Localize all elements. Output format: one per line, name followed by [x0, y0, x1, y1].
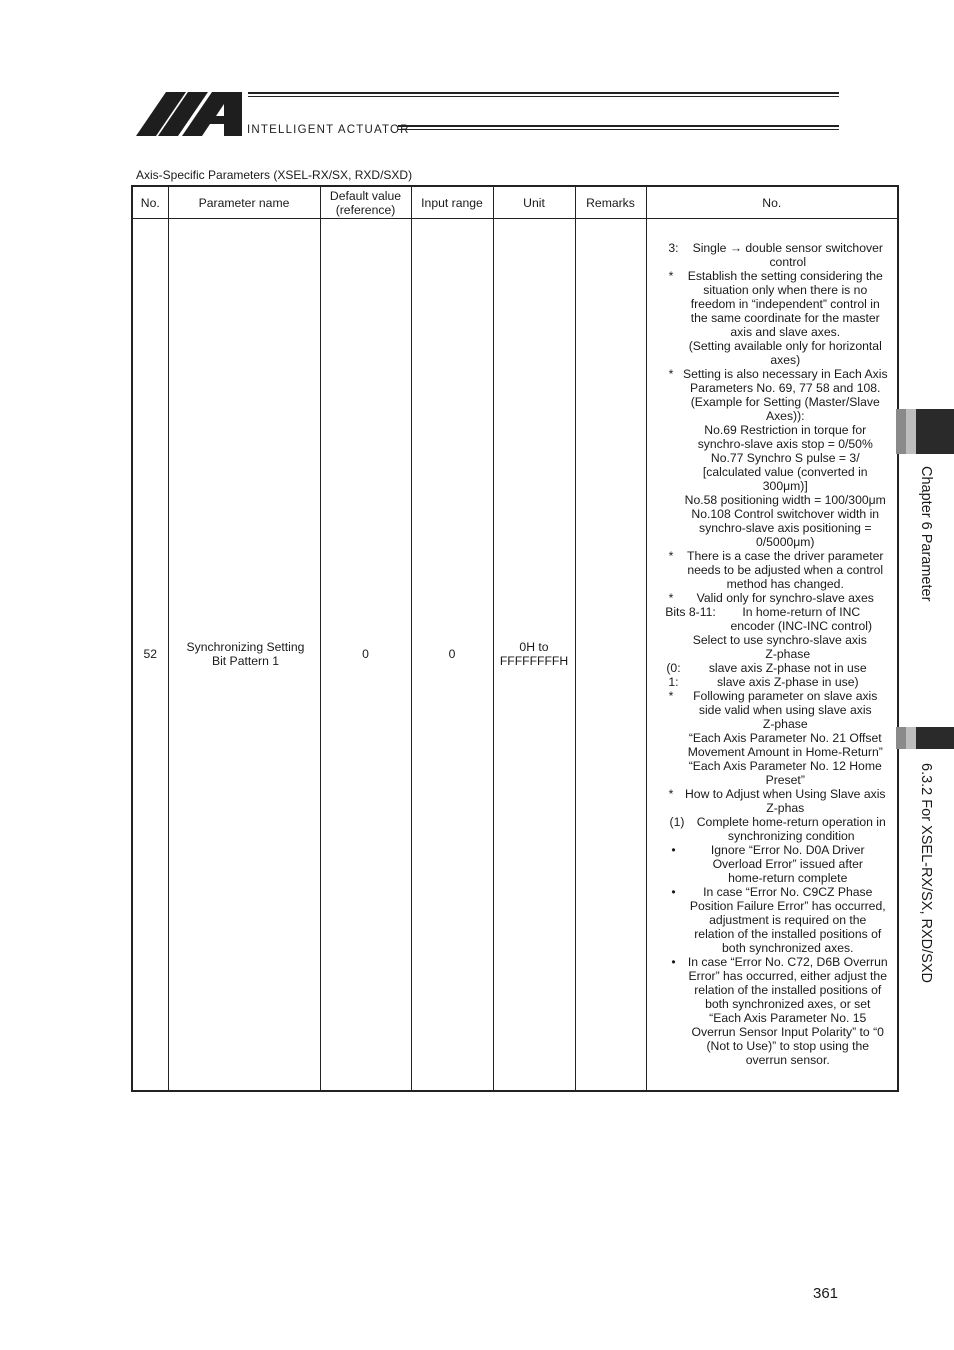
- header-remarks: Remarks: [575, 186, 646, 219]
- header-rule: [248, 96, 839, 97]
- desc-option-0: (0: slave axis Z-phase not in use: [666, 661, 867, 676]
- section-tab-marker: [916, 727, 954, 749]
- chapter-tab-marker: [896, 409, 906, 454]
- header-unit: Unit: [493, 186, 575, 219]
- desc-bullet: • Ignore “Error No. D0A Driver Overload Error” issued after home-return complete: [671, 843, 865, 886]
- header-rule: [248, 92, 839, 94]
- cell-unit: 0H to FFFFFFFFH: [493, 219, 575, 1091]
- header-input-range: Input range: [411, 186, 493, 219]
- desc-step-1: (1) Complete home-return operation in synchronizing condition: [669, 815, 886, 844]
- header-default-value: Default value (reference): [320, 186, 411, 219]
- header-rule: [398, 125, 839, 127]
- table-caption: Axis-Specific Parameters (XSEL-RX/SX, RXD/SXD): [136, 168, 413, 182]
- desc-note: * There is a case the driver parameter needs to be adjusted when a control method has changed.: [668, 549, 884, 592]
- parameter-table: [131, 185, 899, 1092]
- cell-description: [646, 219, 898, 1091]
- desc-option-1: 1: slave axis Z-phase in use): [668, 675, 859, 690]
- table-header-row: [132, 186, 898, 219]
- section-tab-marker: [896, 727, 906, 749]
- desc-select: Select to use synchro-slave axis Z-phase: [692, 633, 867, 662]
- chapter-tab-marker: [906, 409, 916, 454]
- desc-bits-8-11: Bits 8-11: In home-return of INC encoder (INC-INC control): [665, 605, 873, 634]
- desc-note: * Valid only for synchro-slave axes: [668, 591, 874, 606]
- desc-bullet: • In case “Error No. C9CZ Phase Position Failure Error” has occurred, adjustment is required on the relation of the installed positions of both synchronized axes.: [671, 885, 886, 956]
- section-tab-label: 6.3.2 For XSEL-RX/SX, RXD/SXD: [918, 763, 934, 983]
- cell-parameter-name: Synchronizing Setting Bit Pattern 1: [168, 219, 320, 1091]
- header-no: No.: [132, 186, 168, 219]
- header-description: No.: [646, 186, 898, 219]
- iai-logo: [136, 90, 246, 136]
- page-number: 361: [813, 1285, 839, 1302]
- chapter-tab-label: Chapter 6 Parameter: [918, 466, 934, 602]
- desc-note: * Establish the setting considering the situation only when there is no freedom in “independent” control in the same coordinate for the master axis and slave axes. (Setting available only for horizontal axes): [668, 269, 883, 368]
- brand-text: INTELLIGENT ACTUATOR: [247, 124, 410, 136]
- cell-remarks: [575, 219, 646, 1091]
- cell-range: 0: [411, 219, 493, 1091]
- cell-default: 0: [320, 219, 411, 1091]
- header-parameter-name: Parameter name: [168, 186, 320, 219]
- desc-note: * Setting is also necessary in Each Axis Parameters No. 69, 77 58 and 108. (Example for Setting (Master/Slave Axes)): No.69 Restriction in torque for synchro-slave axis stop = 0/50% No.77 Synchro S pulse = 3/ [calculated value (converted in 300μm)] No.58 positioning width = 100/300μm No.108 Control switchover width in synchro-slave axis positioning = 0/5000μm): [668, 367, 888, 550]
- cell-no: 52: [132, 219, 168, 1091]
- desc-note: * How to Adjust when Using Slave axis Z-phas: [668, 787, 886, 816]
- section-tab-marker: [906, 727, 916, 749]
- header-rule: [398, 129, 839, 130]
- table-row: [132, 219, 898, 1091]
- chapter-tab-marker: [916, 409, 954, 454]
- desc-note: * Following parameter on slave axis side valid when using slave axis Z-phase “Each Axis Parameter No. 21 Offset Movement Amount in Home-Return” “Each Axis Parameter No. 12 Home Preset”: [668, 689, 883, 788]
- desc-item-3: 3: Single → double sensor switchover control: [668, 241, 883, 270]
- desc-bullet: • In case “Error No. C72, D6B Overrun Error” has occurred, either adjust the relation of the installed positions of both synchronized axes, or set “Each Axis Parameter No. 15 Overrun Sensor Input Polarity” to “0 (Not to Use)” to stop using the overrun sensor.: [671, 955, 888, 1068]
